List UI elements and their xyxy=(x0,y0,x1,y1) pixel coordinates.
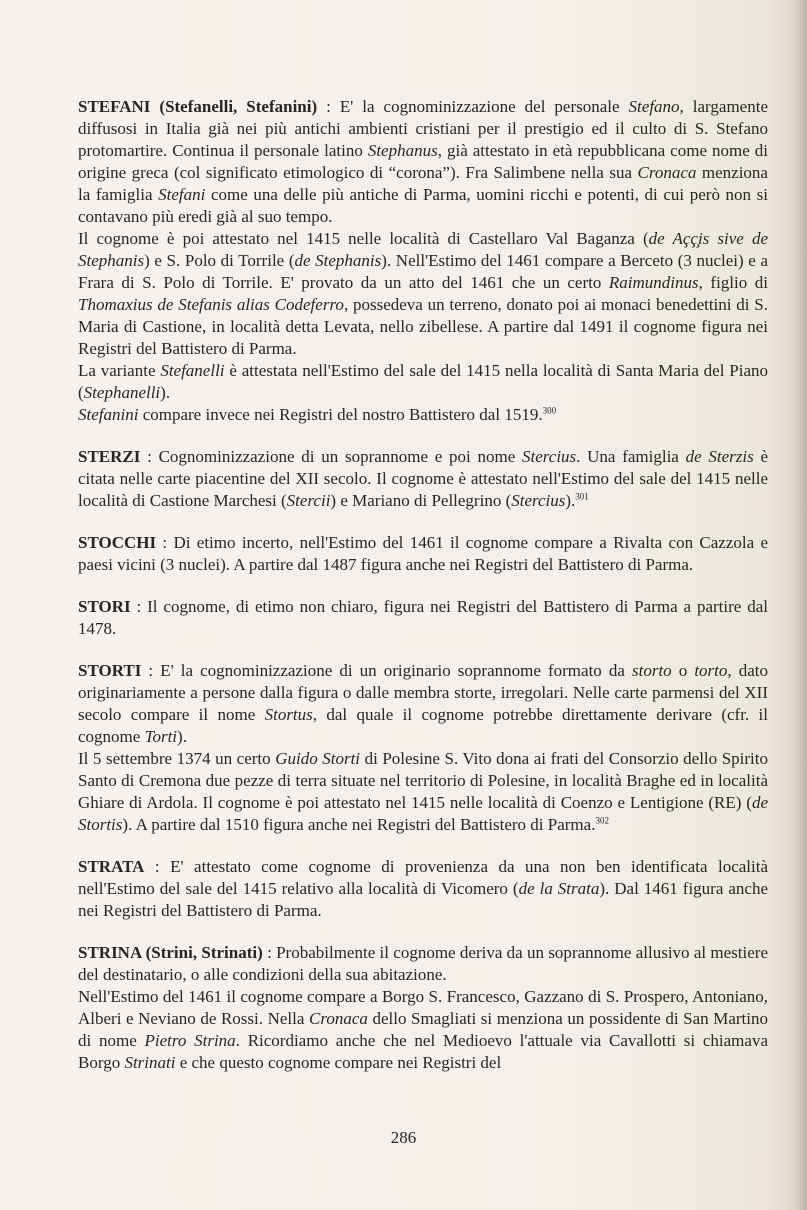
body-text: ). Dal 1461 figura anche nei Registri del Battistero di Parma. xyxy=(78,879,768,920)
body-text: Il cognome è poi attestato nel 1415 nelle località di Castellaro Val Baganza ( xyxy=(78,229,649,248)
italic-text: de la Strata xyxy=(518,879,600,898)
surname-entry xyxy=(78,856,768,922)
surname-entry xyxy=(78,942,768,1074)
dictionary-text xyxy=(78,96,768,1094)
italic-text: de Açç̧is sive de Stephanis xyxy=(78,229,768,270)
entry-headword: STOCCHI xyxy=(78,533,157,552)
body-text: ). xyxy=(565,491,576,510)
body-text: compare invece nei Registri del nostro Battistero dal 1519. xyxy=(138,405,543,424)
body-text: : Probabilmente il cognome deriva da un soprannome allusivo al mestiere del destinatario, o alle condizioni della sua abitazione. xyxy=(78,943,768,984)
body-text: , dal quale il cognome potrebbe direttamente derivare (cfr. il cognome xyxy=(78,705,768,746)
body-text: o xyxy=(671,661,695,680)
entry-headword: STORI xyxy=(78,597,131,616)
italic-text: Pietro Strina xyxy=(144,1031,236,1050)
body-text: è attestata nell'Estimo del sale del 1415 nella località di Santa Maria del Piano ( xyxy=(78,361,768,402)
surname-entry xyxy=(78,596,768,640)
entry-paragraph xyxy=(78,942,768,986)
body-text: ) e Mariano di Pellegrino ( xyxy=(330,491,512,510)
body-text: ). xyxy=(177,727,187,746)
body-text: : Cognominizzazione di un soprannome e poi nome xyxy=(140,447,523,466)
body-text: ) e S. Polo di Torrile ( xyxy=(144,251,295,270)
italic-text: Stephanus xyxy=(367,141,438,160)
body-text: e che questo cognome compare nei Registri del xyxy=(175,1053,502,1072)
body-text: , dato originariamente a persone dalla figura o dalle membra storte, irregolari. Nelle carte parmensi del XII secolo compare il nome xyxy=(78,661,768,724)
italic-text: de Sterzis xyxy=(685,447,754,466)
body-text: . Ricordiamo anche che nel Medioevo l'attuale via Cavallotti si chiamava Borgo xyxy=(78,1031,768,1072)
italic-text: Stephanelli xyxy=(83,383,161,402)
body-text: , possedeva un terreno, donato poi ai monaci benedettini di S. Maria di Castione, in località detta Levata, nello zibellese. A partire dal 1491 il cognome figura nei Registri del Battistero di Parma. xyxy=(78,295,768,358)
entry-paragraph xyxy=(78,532,768,576)
italic-text: Guido Storti xyxy=(275,749,361,768)
entry-headword: STORTI xyxy=(78,661,142,680)
surname-entry xyxy=(78,96,768,426)
footnote-ref: 302 xyxy=(595,815,609,826)
surname-entry xyxy=(78,446,768,512)
body-text: ). Nell'Estimo del 1461 compare a Berceto (3 nuclei) e a Frara di S. Polo di Torrile. E' provato da un atto del 1461 che un certo xyxy=(78,251,769,292)
italic-text: Stefani xyxy=(158,185,206,204)
entry-headword: STEFANI (Stefanelli, Stefanini) xyxy=(78,97,318,116)
italic-text: Thomaxius de Stefanis alias Codeferro xyxy=(78,295,344,314)
italic-text: storto xyxy=(631,661,672,680)
entry-paragraph xyxy=(78,404,768,426)
italic-text: de Stortis xyxy=(78,793,768,834)
entry-paragraph xyxy=(78,660,768,748)
italic-text: Torti xyxy=(144,727,178,746)
italic-text: de Stephanis xyxy=(294,251,382,270)
italic-text: Stefano xyxy=(628,97,680,116)
body-text: come una delle più antiche di Parma, uomini ricchi e potenti, di cui però non si contavano più eredi già al suo tempo. xyxy=(78,185,768,226)
body-text: ). A partire dal 1510 figura anche nei Registri del Battistero di Parma. xyxy=(122,815,596,834)
body-text: : Di etimo incerto, nell'Estimo del 1461 il cognome compare a Rivalta con Cazzola e paesi vicini (3 nuclei). A partire dal 1487 figura anche nei Registri del Battistero di Parma. xyxy=(78,533,768,574)
footnote-ref: 300 xyxy=(542,405,557,416)
entry-headword: STRINA (Strini, Strinati) xyxy=(78,943,263,962)
entry-paragraph xyxy=(78,596,768,640)
entry-headword: STERZI xyxy=(78,447,141,466)
body-text: : E' la cognominizzazione di un originario soprannome formato da xyxy=(141,661,632,680)
body-text: dello Smagliati si menziona un possidente di San Martino di nome xyxy=(78,1009,768,1050)
body-text: : E' attestato come cognome di provenienza da una non ben identificata località nell'Estimo del sale del 1415 relativo alla località di Vicomero ( xyxy=(78,857,768,898)
italic-text: Stortus xyxy=(264,705,313,724)
entry-paragraph xyxy=(78,96,768,228)
italic-text: Strinati xyxy=(124,1053,176,1072)
body-text: ). xyxy=(160,383,171,402)
italic-text: torto xyxy=(694,661,728,680)
book-spine-shadow xyxy=(793,0,807,1210)
body-text: di Polesine S. Vito dona ai frati del Consorzio dello Spirito Santo di Cremona due pezze di terra situate nel territorio di Polesine, in località Braghe ed in località Ghiare di Ardola. Il cognome è poi attestato nel 1415 nelle località di Coenzo e Lentigione (RE) ( xyxy=(78,749,768,812)
italic-text: Cronaca xyxy=(309,1009,368,1028)
entry-paragraph xyxy=(78,228,768,360)
body-text: , già attestato in età repubblicana come nome di origine greca (col significato etimologico di “corona”). Fra Salimbene nella sua xyxy=(78,141,768,182)
surname-entry xyxy=(78,660,768,836)
entry-paragraph xyxy=(78,360,768,404)
footnote-ref: 301 xyxy=(575,491,589,502)
italic-text: Raimundinus xyxy=(608,273,699,292)
entry-paragraph xyxy=(78,986,768,1074)
body-text: : Il cognome, di etimo non chiaro, figura nei Registri del Battistero di Parma a partire dal 1478. xyxy=(78,597,768,638)
body-text: La variante xyxy=(78,361,161,380)
italic-text: Stercii xyxy=(286,491,331,510)
body-text: . Una famiglia xyxy=(576,447,686,466)
italic-text: Cronaca xyxy=(637,163,697,182)
body-text: Nell'Estimo del 1461 il cognome compare a Borgo S. Francesco, Gazzano di S. Prospero, Antoniano, Alberi e Neviano de Rossi. Nella xyxy=(78,987,768,1028)
italic-text: Stefanini xyxy=(78,405,139,424)
italic-text: Stercius xyxy=(522,447,577,466)
body-text: : E' la cognominizzazione del personale xyxy=(317,97,629,116)
italic-text: Stefanelli xyxy=(160,361,225,380)
body-text: , largamente diffusosi in Italia già nei più antichi ambienti cristiani per il prestigio ed il culto di S. Stefano protomartire. Continua il personale latino xyxy=(78,97,768,160)
entry-paragraph xyxy=(78,856,768,922)
italic-text: Stercius xyxy=(511,491,566,510)
body-text: Il 5 settembre 1374 un certo xyxy=(78,749,276,768)
body-text: , figlio di xyxy=(698,273,768,292)
page-number: 286 xyxy=(390,1128,417,1147)
entry-paragraph xyxy=(78,446,768,512)
surname-entry xyxy=(78,532,768,576)
entry-paragraph xyxy=(78,748,768,836)
body-text: è citata nelle carte piacentine del XII secolo. Il cognome è attestato nell'Estimo del sale del 1415 nelle località di Castione Marchesi ( xyxy=(78,447,768,510)
entry-headword: STRATA xyxy=(78,857,145,876)
body-text: menziona la famiglia xyxy=(78,163,768,204)
